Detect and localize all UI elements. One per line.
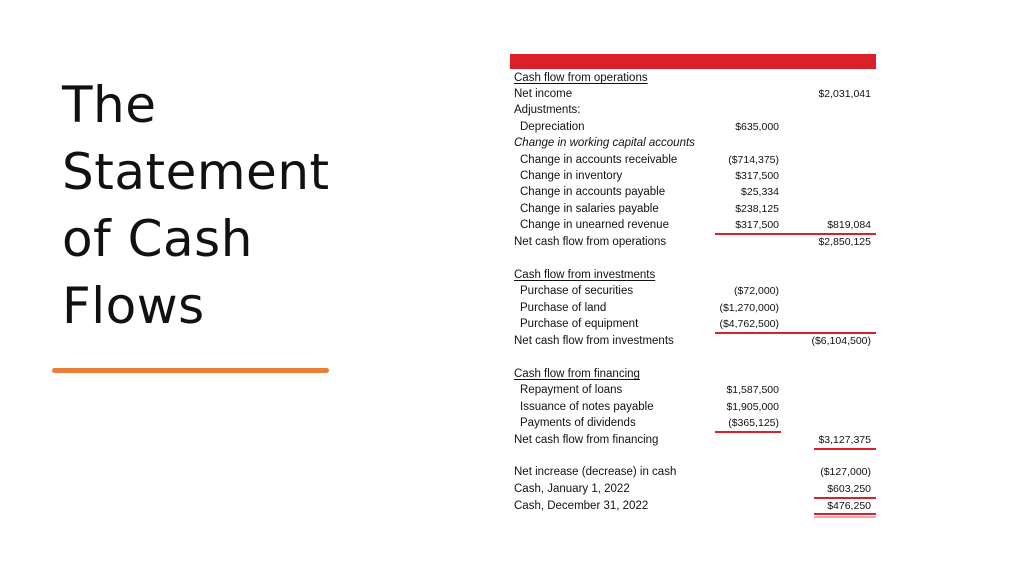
inventory-label: Change in inventory (520, 170, 623, 182)
cash-end-double-rule (814, 516, 876, 518)
statement-row (510, 399, 876, 415)
working-capital-label: Change in working capital accounts (514, 137, 695, 149)
statement-row (510, 152, 876, 168)
financing-total-rule (814, 448, 876, 450)
statement-row (510, 70, 876, 86)
statement-row (510, 415, 876, 431)
cash-begin-label: Cash, January 1, 2022 (514, 483, 630, 495)
statement-row (510, 168, 876, 184)
land-label: Purchase of land (520, 302, 607, 314)
financing-heading: Cash flow from financing (514, 368, 640, 380)
statement-row (510, 184, 876, 200)
investments-heading: Cash flow from investments (514, 269, 656, 281)
statement-row (510, 300, 876, 316)
depreciation-value: $635,000 (735, 121, 779, 133)
title-line-2: Statement (62, 143, 330, 201)
title-line-3: of Cash (62, 210, 253, 268)
statement-row (510, 333, 876, 349)
statement-row (510, 432, 876, 448)
cash-flow-statement (510, 54, 876, 524)
equipment-value: ($4,762,500) (719, 318, 779, 330)
accounts-payable-value: $25,334 (741, 186, 779, 198)
title-line-4: Flows (62, 277, 205, 335)
cash-end-rule (814, 513, 876, 515)
dividends-label: Payments of dividends (520, 417, 636, 429)
net-investments-value: ($6,104,500) (811, 335, 871, 347)
operations-heading: Cash flow from operations (514, 72, 648, 84)
title-line-1: The (62, 76, 157, 134)
cash-begin-value: $603,250 (827, 483, 871, 495)
notes-payable-value: $1,905,000 (726, 401, 779, 413)
salaries-payable-value: $238,125 (735, 203, 779, 215)
notes-payable-label: Issuance of notes payable (520, 401, 654, 413)
inventory-value: $317,500 (735, 170, 779, 182)
land-value: ($1,270,000) (719, 302, 779, 314)
accounts-receivable-value: ($714,375) (728, 154, 779, 166)
net-operations-label: Net cash flow from operations (514, 236, 667, 248)
accounts-receivable-label: Change in accounts receivable (520, 154, 678, 166)
statement-row (510, 481, 876, 497)
depreciation-label: Depreciation (520, 121, 585, 133)
net-change-label: Net increase (decrease) in cash (514, 466, 677, 478)
adjustments-total-value: $819,084 (827, 219, 871, 231)
dividends-value: ($365,125) (728, 417, 779, 429)
unearned-revenue-value: $317,500 (735, 219, 779, 231)
statement-row (510, 86, 876, 102)
net-financing-label: Net cash flow from financing (514, 434, 659, 446)
statement-row (510, 119, 876, 135)
loans-label: Repayment of loans (520, 384, 623, 396)
accounts-payable-label: Change in accounts payable (520, 186, 666, 198)
statement-row (510, 135, 876, 151)
securities-value: ($72,000) (734, 285, 779, 297)
statement-row (510, 283, 876, 299)
net-investments-label: Net cash flow from investments (514, 335, 674, 347)
cash-end-label: Cash, December 31, 2022 (514, 500, 649, 512)
securities-label: Purchase of securities (520, 285, 634, 297)
net-financing-value: $3,127,375 (818, 434, 871, 446)
salaries-payable-label: Change in salaries payable (520, 203, 659, 215)
statement-row (510, 382, 876, 398)
net-income-label: Net income (514, 88, 573, 100)
statement-row (510, 217, 876, 233)
statement-row (510, 316, 876, 332)
equipment-label: Purchase of equipment (520, 318, 639, 330)
net-change-value: ($127,000) (820, 466, 871, 478)
statement-row (510, 234, 876, 250)
loans-value: $1,587,500 (726, 384, 779, 396)
statement-row (510, 366, 876, 382)
statement-row (510, 464, 876, 480)
statement-header-bar (510, 54, 876, 69)
slide-title (62, 72, 362, 340)
statement-row (510, 267, 876, 283)
net-operations-value: $2,850,125 (818, 236, 871, 248)
net-income-value: $2,031,041 (818, 88, 871, 100)
statement-row (510, 201, 876, 217)
adjustments-label: Adjustments: (514, 104, 581, 116)
statement-row (510, 102, 876, 118)
cash-end-value: $476,250 (827, 500, 871, 512)
statement-row (510, 498, 876, 514)
title-accent-underline (52, 368, 329, 373)
unearned-revenue-label: Change in unearned revenue (520, 219, 669, 231)
